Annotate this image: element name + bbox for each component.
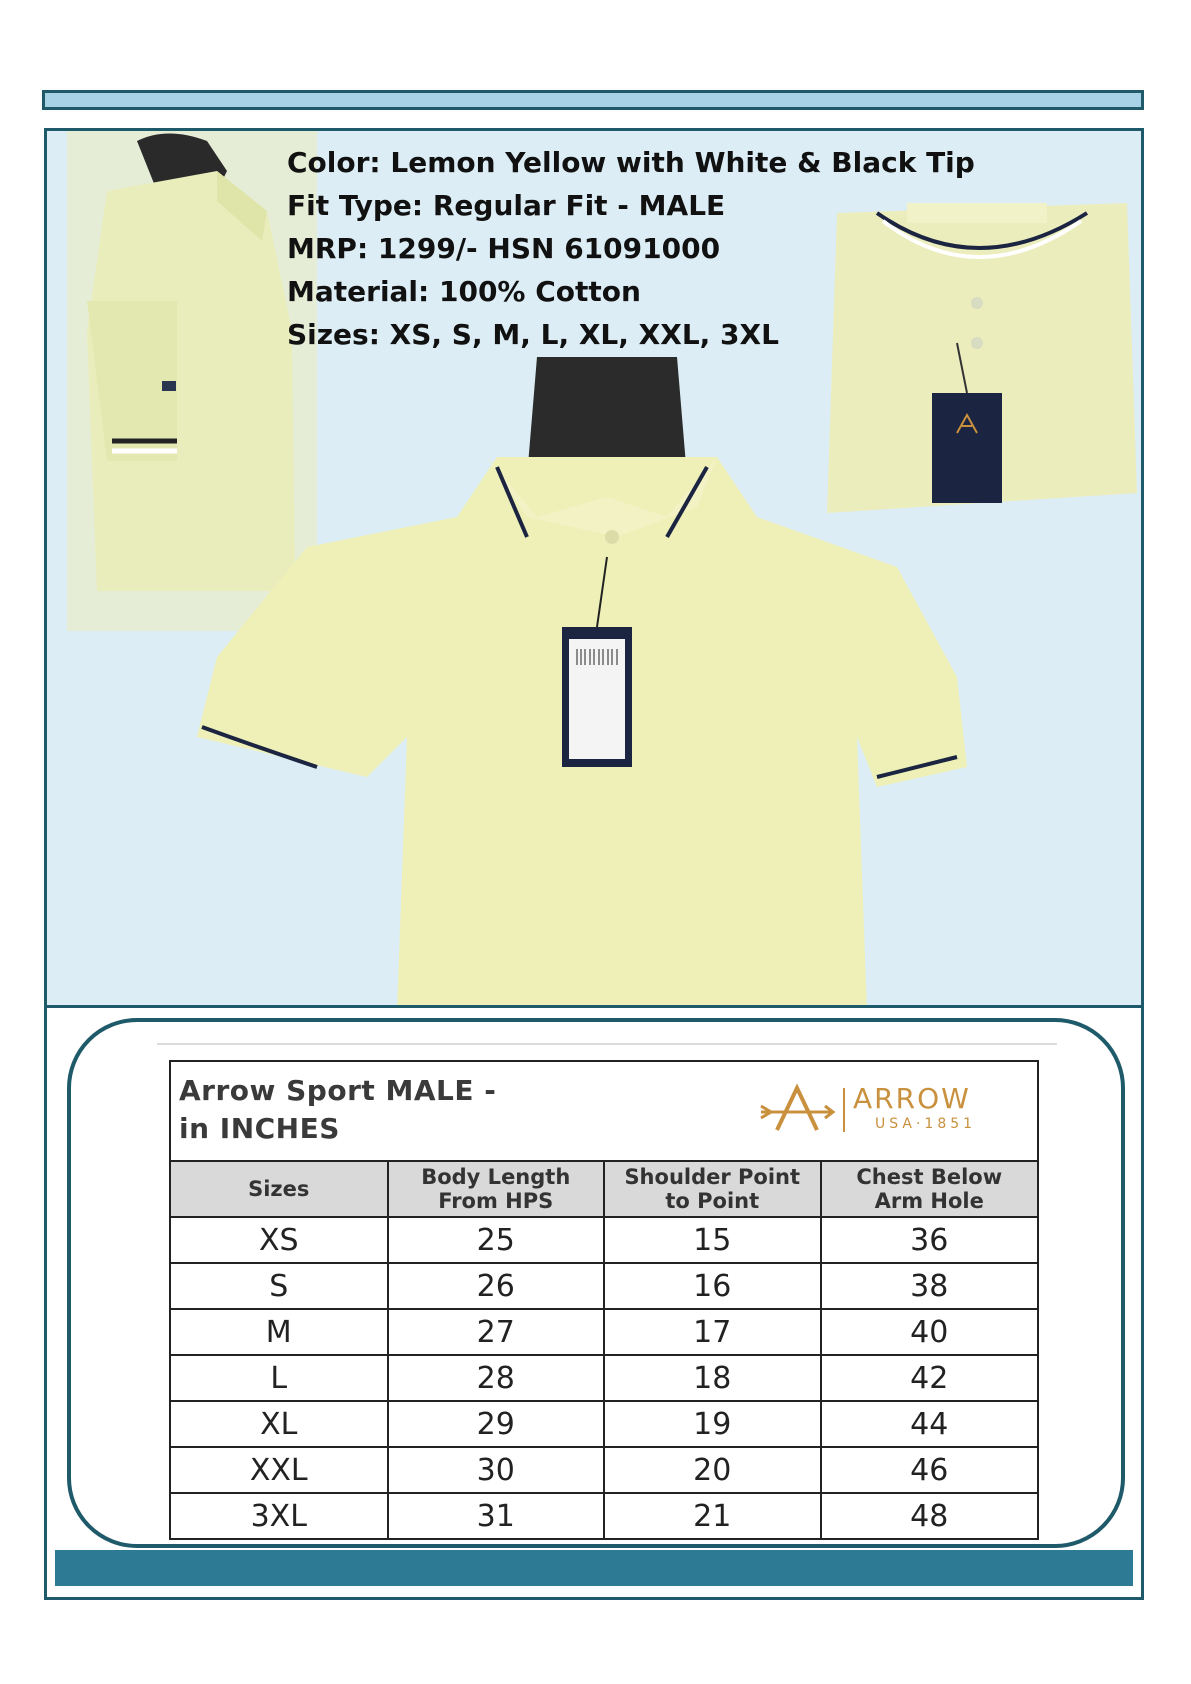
brand-name: ARROW (853, 1082, 971, 1115)
cell-size: M (171, 1309, 388, 1355)
cell-chest: 40 (821, 1309, 1038, 1355)
cell-body-length: 30 (388, 1447, 605, 1493)
cell-shoulder: 18 (604, 1355, 821, 1401)
spec-fit-type: Fit Type: Regular Fit - MALE (287, 189, 726, 222)
table-row (171, 1401, 1037, 1447)
logo-divider (843, 1088, 845, 1132)
table-row (171, 1263, 1037, 1309)
size-chart-section (44, 1008, 1144, 1600)
arrow-logo (757, 1080, 997, 1140)
cell-shoulder: 19 (604, 1401, 821, 1447)
table-row (171, 1309, 1037, 1355)
size-chart-title-line2: in INCHES (179, 1112, 340, 1145)
cell-size: L (171, 1355, 388, 1401)
cell-body-length: 26 (388, 1263, 605, 1309)
column-header-shoulder: Shoulder Point to Point (604, 1162, 821, 1217)
size-table (171, 1162, 1037, 1538)
cell-size: XL (171, 1401, 388, 1447)
size-chart-title-line1: Arrow Sport MALE - (179, 1074, 497, 1107)
size-chart (169, 1060, 1039, 1540)
spec-color: Color: Lemon Yellow with White & Black Tip (287, 146, 975, 179)
arrow-logo-icon (757, 1080, 837, 1140)
column-header-body-length: Body Length From HPS (388, 1162, 605, 1217)
shirt-front-photo (197, 357, 1047, 1008)
cell-shoulder: 16 (604, 1263, 821, 1309)
top-banner-bar (42, 90, 1144, 110)
cell-shoulder: 20 (604, 1447, 821, 1493)
cell-chest: 42 (821, 1355, 1038, 1401)
cell-size: S (171, 1263, 388, 1309)
spec-material: Material: 100% Cotton (287, 275, 641, 308)
cell-size: XXL (171, 1447, 388, 1493)
size-chart-title (179, 1072, 496, 1148)
cell-chest: 36 (821, 1217, 1038, 1263)
cell-body-length: 31 (388, 1493, 605, 1538)
cell-body-length: 29 (388, 1401, 605, 1447)
spec-sizes: Sizes: XS, S, M, L, XL, XXL, 3XL (287, 318, 779, 351)
cell-shoulder: 21 (604, 1493, 821, 1538)
cell-shoulder: 17 (604, 1309, 821, 1355)
cell-chest: 46 (821, 1447, 1038, 1493)
cell-size: XS (171, 1217, 388, 1263)
product-panel (44, 128, 1144, 1008)
column-header-sizes: Sizes (171, 1162, 388, 1217)
table-row (171, 1493, 1037, 1538)
cell-body-length: 25 (388, 1217, 605, 1263)
cell-chest: 44 (821, 1401, 1038, 1447)
column-header-chest: Chest Below Arm Hole (821, 1162, 1038, 1217)
cell-shoulder: 15 (604, 1217, 821, 1263)
cell-body-length: 27 (388, 1309, 605, 1355)
spec-mrp: MRP: 1299/- HSN 61091000 (287, 232, 721, 265)
size-chart-header (171, 1062, 1037, 1162)
table-row (171, 1217, 1037, 1263)
table-header-row (171, 1162, 1037, 1217)
table-row (171, 1447, 1037, 1493)
product-spec-list (287, 141, 975, 356)
cell-size: 3XL (171, 1493, 388, 1538)
table-row (171, 1355, 1037, 1401)
brand-tagline: USA·1851 (875, 1116, 977, 1132)
cell-chest: 48 (821, 1493, 1038, 1538)
cell-chest: 38 (821, 1263, 1038, 1309)
divider-line (157, 1043, 1057, 1045)
cell-body-length: 28 (388, 1355, 605, 1401)
bottom-banner-bar (55, 1550, 1133, 1586)
